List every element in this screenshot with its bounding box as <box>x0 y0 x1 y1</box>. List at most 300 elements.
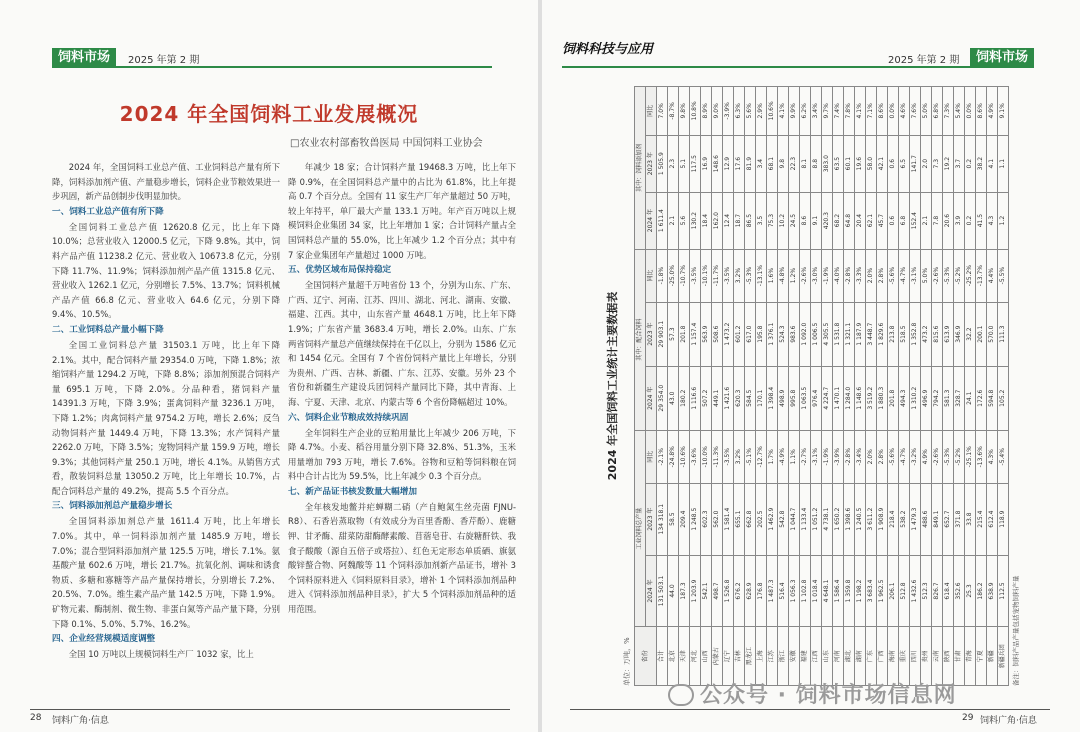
table-row <box>965 87 976 686</box>
header-rule <box>562 66 1030 68</box>
table-cell: 1 310.2 <box>910 366 921 430</box>
table-cell: 1 056.3 <box>789 555 800 627</box>
table-cell: 815.6 <box>932 302 943 366</box>
paragraph: 全国 10 万吨以上规模饲料生产厂 1032 家，比上 <box>68 649 254 660</box>
table-cell: 1 421.6 <box>723 366 734 430</box>
table-cell: 22.3 <box>789 135 800 192</box>
table-cell: -3.5% <box>690 249 701 302</box>
footer-journal: 饲料广角·信息 <box>52 716 109 726</box>
table-cell: 1 044.7 <box>789 483 800 555</box>
table-cell: 4.4% <box>987 249 998 302</box>
table-cell: -5.5% <box>998 249 1009 302</box>
table-cell: 2.1 <box>668 192 679 249</box>
table-cell-province: 新疆 <box>987 627 998 686</box>
table-cell: 3 519.2 <box>866 366 877 430</box>
table-cell: 2.0 <box>921 135 932 192</box>
table-cell: 498.7 <box>712 555 723 627</box>
table-cell: 1 581.4 <box>723 483 734 555</box>
table-cell: 170.1 <box>756 366 767 430</box>
table-cell: 581.3 <box>943 366 954 430</box>
table-cell: 4.1% <box>855 87 866 136</box>
table-header: 2024 年 <box>646 555 657 627</box>
table-cell: 570.0 <box>987 302 998 366</box>
page-number: 29 <box>962 713 974 723</box>
table-cell: 1 203.9 <box>690 555 701 627</box>
table-cell: 584.5 <box>745 366 756 430</box>
table-cell: 1 398.4 <box>767 366 778 430</box>
table-cell: 6.2% <box>800 87 811 136</box>
table-title: 2024 年全国饲料工业统计主要数据表 <box>606 291 619 481</box>
table-cell: 6.5 <box>899 135 910 192</box>
table-cell: 620.3 <box>734 366 745 430</box>
section-heading: 七、新产品证书核发数量大幅增加 <box>288 486 417 497</box>
table-cell: 42.1 <box>877 135 888 192</box>
table-cell: 1 880.3 <box>877 366 888 430</box>
table-cell: -11.3% <box>712 430 723 483</box>
table-cell: 1 829.6 <box>877 302 888 366</box>
table-cell: 1 092.0 <box>800 302 811 366</box>
table-cell: 1.1 <box>998 135 1009 192</box>
article-authors: □农业农村部畜牧兽医局 中国饲料工业协会 <box>290 138 483 149</box>
table-row <box>767 87 778 686</box>
table-cell: -25.2% <box>965 249 976 302</box>
table-cell: 3.4% <box>811 87 822 136</box>
table-cell: 1 462.9 <box>767 483 778 555</box>
table-cell: 794.2 <box>932 366 943 430</box>
section-tag: 饲料市场 <box>970 48 1034 68</box>
table-cell: 68.1 <box>767 135 778 192</box>
table-cell-province: 内蒙古 <box>712 627 723 686</box>
table-cell: -2.6% <box>932 249 943 302</box>
table-cell: 542.8 <box>778 483 789 555</box>
table-cell: 5.4% <box>954 87 965 136</box>
table-row <box>888 87 899 686</box>
table-row <box>855 87 866 686</box>
table-cell: 995.8 <box>789 366 800 430</box>
table-cell-province: 四川 <box>910 627 921 686</box>
table-cell: 383.0 <box>822 135 833 192</box>
article-title: 2024 年全国饲料工业发展概况 <box>119 102 419 126</box>
table-cell: 4.6% <box>899 87 910 136</box>
table-cell: 508.6 <box>712 302 723 366</box>
table-cell: 10.2 <box>778 192 789 249</box>
table-cell: 1 473.2 <box>723 302 734 366</box>
table-cell: 20.4 <box>855 192 866 249</box>
table-cell: 1 962.5 <box>877 555 888 627</box>
table-cell: -13.6% <box>976 430 987 483</box>
table-cell: 1 359.8 <box>844 555 855 627</box>
data-table <box>634 86 1009 686</box>
table-cell: 32.2 <box>965 302 976 366</box>
table-cell: 12.9 <box>723 135 734 192</box>
header-rule <box>52 66 492 68</box>
table-cell: -8.7% <box>668 87 679 136</box>
table-cell: 1 116.6 <box>690 366 701 430</box>
table-cell: 371.8 <box>954 483 965 555</box>
table-row <box>789 87 800 686</box>
table-row <box>756 87 767 686</box>
table-cell: -3.3% <box>855 249 866 302</box>
table-cell: -2.1% <box>657 430 668 483</box>
table-cell: 141.7 <box>910 135 921 192</box>
table-cell: -12.7% <box>756 430 767 483</box>
table-cell: 0.2 <box>965 192 976 249</box>
table-cell: 201.8 <box>888 366 899 430</box>
table-cell: 1 240.5 <box>855 483 866 555</box>
table-row <box>811 87 822 686</box>
table-cell-province: 浙江 <box>778 627 789 686</box>
section-tag: 饲料市场 <box>52 48 116 68</box>
table-cell: 3.9 <box>954 192 965 249</box>
table-header: 省份 <box>635 627 657 686</box>
table-cell: 512.3 <box>921 555 932 627</box>
table-cell: 617.0 <box>745 302 756 366</box>
table-cell: -4.9% <box>778 430 789 483</box>
table-cell: 1 248.5 <box>690 483 701 555</box>
watermark <box>668 678 957 709</box>
table-cell: 1 187.9 <box>855 302 866 366</box>
table-cell: 6.8% <box>932 87 943 136</box>
table-cell: -24.8% <box>668 430 679 483</box>
paragraph: 全国工业饲料总产量 31503.1 万吨，比上年下降 2.1%。其中，配合饲料产量 29354.0 万吨，下降 1.8%；浓缩饲料产量 1294.2 万吨，下降 8.8%；添加剂预混合饲料产量 695.1 万吨，下降 2.0%。分品种看，猪饲料产量 14391.3 万吨，下降 3.9%；蛋禽饲料产量 3236.1 万吨，下降 1.2%；肉禽饲料产量 9754.2 万吨，增长 2.6%；反刍动物饲料产量 1449.4 万吨，下降 13.3%；水产饲料产量 2262.0 万吨，下降 3.5%；宠物饲料产量 159.9 万吨，增长 9.3%；其他饲料产量 250.1 万吨，增长 4.1%。从销售方式看，散装饲料总量 13050.2 万吨，比上年增长 10.7%，占配合饲料总产量的 49.2%，提高 5.5 个百分点。 <box>52 339 280 496</box>
table-cell: 3.5 <box>756 192 767 249</box>
table-cell: 18.4 <box>701 192 712 249</box>
table-header: 同比 <box>646 249 657 302</box>
table-group-header: 其中：配合饲料 <box>635 249 646 430</box>
table-cell: 449.1 <box>712 366 723 430</box>
table-cell: 1 321.1 <box>844 302 855 366</box>
table-cell: 1 133.4 <box>800 483 811 555</box>
table-cell: -3.5% <box>723 249 734 302</box>
table-cell: 1 531.8 <box>833 302 844 366</box>
table-cell-province: 甘肃 <box>954 627 965 686</box>
table-cell: 562.0 <box>712 483 723 555</box>
table-cell: 538.2 <box>899 483 910 555</box>
table-cell: -2.8% <box>844 430 855 483</box>
table-cell: 186.2 <box>976 555 987 627</box>
table-cell-province: 广西 <box>877 627 888 686</box>
table-cell: 4 224.7 <box>822 366 833 430</box>
table-cell: -2.6% <box>932 430 943 483</box>
table-cell: 57.3 <box>668 302 679 366</box>
table-cell: 1 908.9 <box>877 483 888 555</box>
table-cell: 976.4 <box>811 366 822 430</box>
table-cell-province: 宁夏 <box>976 627 987 686</box>
table-cell: 8.1 <box>800 135 811 192</box>
table-unit: 单位：万吨，% <box>623 637 631 686</box>
table-cell-province: 陕西 <box>943 627 954 686</box>
table-cell: 202.5 <box>756 483 767 555</box>
table-row <box>657 87 668 686</box>
table-cell: 1 479.3 <box>910 483 921 555</box>
table-cell: 24.1 <box>965 366 976 430</box>
table-cell: 0.0% <box>888 87 899 136</box>
table-cell: 352.6 <box>954 555 965 627</box>
table-cell-province: 吉林 <box>734 627 745 686</box>
table-cell: 1 198.2 <box>855 555 866 627</box>
table-cell: 507.2 <box>701 366 712 430</box>
table-cell: 0.6 <box>888 192 899 249</box>
table-cell: 6.8 <box>899 192 910 249</box>
table-cell: 7.1% <box>866 87 877 136</box>
table-cell: 112.5 <box>998 555 1009 627</box>
table-cell: 676.2 <box>734 555 745 627</box>
table-cell: 25.3 <box>965 555 976 627</box>
section-heading: 四、企业经营规模适度调整 <box>52 634 156 645</box>
table-row <box>899 87 910 686</box>
table-cell: 2.0% <box>866 430 877 483</box>
table-row <box>943 87 954 686</box>
table-cell-province: 江西 <box>811 627 822 686</box>
table-cell-province: 上海 <box>756 627 767 686</box>
table-cell: 1 157.4 <box>690 302 701 366</box>
table-cell: 618.4 <box>943 555 954 627</box>
table-cell: 473.2 <box>921 302 932 366</box>
table-cell: -3.6% <box>690 430 701 483</box>
table-cell: 1 284.0 <box>844 366 855 430</box>
table-cell: 8.6 <box>800 192 811 249</box>
table-cell: 200.1 <box>976 302 987 366</box>
table-header: 同比 <box>646 87 657 136</box>
table-header: 2024 年 <box>646 192 657 249</box>
table-cell: 4.9% <box>987 87 998 136</box>
table-cell: 3 448.7 <box>866 302 877 366</box>
table-cell-province: 黑龙江 <box>745 627 756 686</box>
table-cell: 3.2% <box>734 430 745 483</box>
table-cell: 5.0% <box>921 87 932 136</box>
table-cell: 0.2 <box>965 135 976 192</box>
table-cell: 43.0 <box>668 366 679 430</box>
table-cell: 2.9% <box>756 87 767 136</box>
table-cell: 7.8 <box>932 192 943 249</box>
table-cell: 420.3 <box>822 192 833 249</box>
right-page <box>542 0 1080 732</box>
table-cell-province: 山西 <box>701 627 712 686</box>
table-cell: 2.8% <box>877 249 888 302</box>
table-cell: 68.2 <box>833 192 844 249</box>
paragraph: 全年核发地鳖并疟蝉糊二硝（产自鲍氮生丝壳菌 FJNU-R8）、石香岩蒸取物（有效成分为百里香酚、香芹酚）、鹿糖钾、甘矛酶、甜菜防甜酶酵素酸、苜蓿皂苷、右旋糖酐铁、我食子酸酸（源自五倍子或塔拉）、红色无定形态单质硒、旗氨酸锌螯合物、阿魏酸等 11 个饲料添加剂新产品证书，增补 3 个饲料原料进入《饲料原料目录》，增补 1 个饲料添加剂品种进入《饲料添加剂品种目录》，扩大 5 个饲料添加剂品种的适用范围。 <box>288 501 516 615</box>
table-cell: 498.9 <box>778 366 789 430</box>
table-cell: 7.3% <box>943 87 954 136</box>
table-cell: 3 611.2 <box>866 483 877 555</box>
table-cell: 9.9% <box>789 87 800 136</box>
table-cell: 2.8% <box>877 430 888 483</box>
table-row <box>976 87 987 686</box>
table-cell: -13.7% <box>976 249 987 302</box>
table-cell: 1 376.1 <box>767 302 778 366</box>
table-cell-province: 青海 <box>965 627 976 686</box>
table-row <box>690 87 701 686</box>
table-cell: 118.9 <box>998 483 1009 555</box>
table-cell: 29 903.1 <box>657 302 668 366</box>
footer-rule <box>30 709 510 710</box>
table-cell: -25.0% <box>668 249 679 302</box>
table-cell: 602.3 <box>701 483 712 555</box>
table-cell: 662.8 <box>745 483 756 555</box>
table-header: 2023 年 <box>646 483 657 555</box>
table-cell: 9.7% <box>822 87 833 136</box>
table-cell-province: 新疆兵团 <box>998 627 1009 686</box>
table-cell: 1 432.6 <box>910 555 921 627</box>
table-cell: 655.1 <box>734 483 745 555</box>
table-row <box>932 87 943 686</box>
table-cell: 496.9 <box>921 366 932 430</box>
table-cell: 826.7 <box>932 555 943 627</box>
table-row <box>833 87 844 686</box>
table-row <box>800 87 811 686</box>
table-cell: 1.2 <box>998 192 1009 249</box>
table-cell: 346.9 <box>954 302 965 366</box>
table-cell: 638.9 <box>987 555 998 627</box>
table-cell: 3.2% <box>734 249 745 302</box>
table-cell: 1 487.3 <box>767 555 778 627</box>
table-cell: 1.2% <box>789 249 800 302</box>
table-group-header: 其中：饲料添加剂 <box>635 87 646 250</box>
table-cell: -3.2% <box>910 430 921 483</box>
table-row <box>734 87 745 686</box>
table-row <box>866 87 877 686</box>
table-cell: 1 148.6 <box>855 366 866 430</box>
table-cell: -3.1% <box>811 430 822 483</box>
table-cell-province: 贵州 <box>921 627 932 686</box>
table-cell: 206.1 <box>888 555 899 627</box>
section-heading: 六、饲料企业节粮成效持续巩固 <box>288 412 409 423</box>
paragraph: 全国饲料工业总产值 12620.8 亿元，比上年下降 10.0%；总营业收入 12000.5 亿元，下降 9.8%。其中，饲料产品产值 11238.2 亿元、营业收入 10673.8 亿元，分别下降 11.7%、11.9%；饲料添加剂产品产值 1315.8 亿元、营业收入 1262.1 亿元，分别增长 7.5%、13.7%；饲料机械产品产值 66.8 亿元、营业收入 64.6 亿元，分别下降 9.4%、10.5%。 <box>52 221 280 320</box>
table-cell: 8.6% <box>877 87 888 136</box>
table-cell: 63.5 <box>833 135 844 192</box>
table-cell: -1.9% <box>822 430 833 483</box>
table-cell: 1 611.4 <box>657 192 668 249</box>
table-cell: -2.6% <box>800 249 811 302</box>
watermark-text: 公众号 · 饲料市场信息网 <box>700 683 957 708</box>
table-cell: -3.9% <box>833 430 844 483</box>
table-cell: 218.4 <box>888 483 899 555</box>
table-cell: 1 526.8 <box>723 555 734 627</box>
table-header: 2024 年 <box>646 366 657 430</box>
table-cell: 5.6 <box>679 192 690 249</box>
table-cell: 612.4 <box>987 483 998 555</box>
table-cell: 8.8 <box>811 135 822 192</box>
table-row <box>679 87 690 686</box>
table-row <box>745 87 756 686</box>
table-cell: 172.6 <box>976 366 987 430</box>
table-row <box>998 87 1009 686</box>
table-row <box>921 87 932 686</box>
table-cell: 1.7% <box>767 430 778 483</box>
table-cell: 75.3 <box>767 192 778 249</box>
table-cell: 29 354.0 <box>657 366 668 430</box>
table-cell: 3.4 <box>756 135 767 192</box>
table-cell: 111.3 <box>998 302 1009 366</box>
table-cell: 4.9% <box>921 430 932 483</box>
table-cell: 601.2 <box>734 302 745 366</box>
table-row <box>910 87 921 686</box>
table-cell: 1 352.8 <box>910 302 921 366</box>
table-cell: -4.0% <box>833 249 844 302</box>
table-cell: -4.7% <box>899 249 910 302</box>
table-cell-province: 天津 <box>679 627 690 686</box>
table-cell: -5.3% <box>943 249 954 302</box>
table-cell: 5.0% <box>921 249 932 302</box>
page-number: 28 <box>30 713 42 723</box>
table-cell: -5.2% <box>954 430 965 483</box>
paragraph: 全国饲料添加剂总产量 1611.4 万吨，比上年增长 7.0%。其中，单一饲料添加剂产量 1485.9 万吨，增长 7.0%；混合型饲料添加剂产量 125.5 万吨，增长 7.1%。氨基酸产量 602.6 万吨，增长 21.7%。抗氧化剂、调味和诱食物质、多糖和寡糖等产品产量保持增长，分别增长 7.2%、20.5%、7.0%。维生素产品产量 142.5 万吨，下降 1.9%。矿物元素、酶制剂、微生物、非蛋白氮等产品产量下降，分别下降 0.1%、5.0%、5.7%、16.2%。 <box>52 516 280 629</box>
table-header: 2023 年 <box>646 302 657 366</box>
table-cell: 162.0 <box>712 192 723 249</box>
table-cell-province: 河北 <box>690 627 701 686</box>
table-cell: 24.5 <box>789 192 800 249</box>
left-page <box>0 0 538 732</box>
text-column-right <box>288 160 516 617</box>
table-cell: 33.8 <box>965 483 976 555</box>
table-cell: 2.3 <box>668 135 679 192</box>
section-heading: 二、工业饲料总产量小幅下降 <box>52 324 164 335</box>
table-cell: 1.1% <box>789 430 800 483</box>
table-cell: 4.3% <box>987 430 998 483</box>
table-cell: -10.0% <box>701 430 712 483</box>
table-cell: 10.6% <box>767 87 778 136</box>
table-cell: 516.4 <box>778 555 789 627</box>
table-cell: 2.1 <box>921 192 932 249</box>
table-cell: 44.0 <box>668 555 679 627</box>
table-cell-province: 河南 <box>833 627 844 686</box>
table-cell: -5.6% <box>888 249 899 302</box>
table-cell: -3.1% <box>910 249 921 302</box>
table-cell-province: 广东 <box>866 627 877 686</box>
table-cell: -5.1% <box>745 430 756 483</box>
table-note: 备注：饲料产品产量包括宠物饲料产量 <box>1012 575 1020 686</box>
table-cell: 213.8 <box>888 302 899 366</box>
table-cell: 1 650.2 <box>833 483 844 555</box>
table-cell: -5.3% <box>943 430 954 483</box>
table-cell: 628.9 <box>745 555 756 627</box>
table-cell: 201.8 <box>679 302 690 366</box>
table-cell-province: 山东 <box>822 627 833 686</box>
table-cell: -1.8% <box>657 249 668 302</box>
table-cell-province: 湖南 <box>855 627 866 686</box>
table-cell: 187.3 <box>679 555 690 627</box>
paragraph: 年减少 18 家；合计饲料产量 19468.3 万吨，比上年下降 0.9%，在全国饲料总产量中的占比为 61.8%，比上年提高 0.7 个百分点。全国有 11 家生产厂年产量超过 50 万吨，较上年持平，单厂最大产量 133.1 万吨。年产百万吨以上规模饲料企业集团 34 家，比上年增加 1 家；合计饲料产量占全国饲料总产量的 55.0%，比上年减少 1.2 个百分点；其中有 7 家企业集团年产量超过 1000 万吨。 <box>288 162 516 260</box>
table-cell: 9.8 <box>778 135 789 192</box>
table-cell: -2.8% <box>844 249 855 302</box>
table-cell-province: 海南 <box>888 627 899 686</box>
table-cell: 512.8 <box>899 555 910 627</box>
table-cell: 16.9 <box>701 135 712 192</box>
table-cell: 176.8 <box>756 555 767 627</box>
table-cell: 594.8 <box>987 366 998 430</box>
table-cell: -5.6% <box>888 430 899 483</box>
table-cell: 1 018.4 <box>811 555 822 627</box>
table-cell: 12.4 <box>723 192 734 249</box>
table-cell: 8.9% <box>701 87 712 136</box>
table-row <box>844 87 855 686</box>
table-cell: -3.4% <box>855 430 866 483</box>
table-cell: -10.6% <box>679 430 690 483</box>
table-row <box>668 87 679 686</box>
table-cell: 86.5 <box>745 192 756 249</box>
table-cell: 1 102.8 <box>800 555 811 627</box>
table-cell: 209.4 <box>679 483 690 555</box>
table-cell: -2.7% <box>800 430 811 483</box>
text-column-left <box>52 160 280 662</box>
table-cell: 134 318.1 <box>657 483 668 555</box>
table-row <box>877 87 888 686</box>
table-cell: -5.2% <box>954 249 965 302</box>
table-cell: 652.7 <box>943 483 954 555</box>
table-cell: 9.0% <box>712 87 723 136</box>
table-cell: 7.6% <box>910 87 921 136</box>
table-cell: 195.8 <box>756 302 767 366</box>
